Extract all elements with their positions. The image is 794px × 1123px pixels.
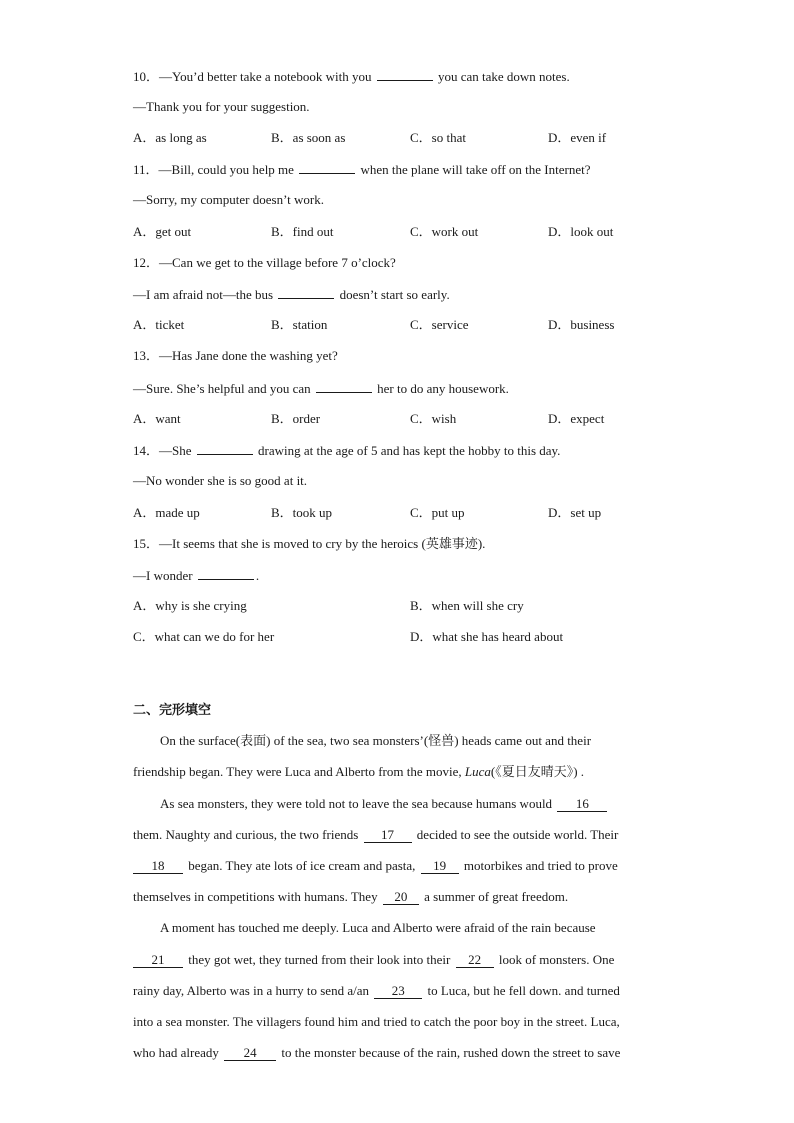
- reply-text: —I wonder: [133, 568, 193, 583]
- gap-19[interactable]: 19: [421, 859, 459, 874]
- passage-text: friendship began. They were Luca and Alberto from the movie,: [133, 764, 462, 779]
- question-number: 14．: [133, 443, 160, 458]
- option-a[interactable]: A．made up: [133, 505, 200, 520]
- option-b[interactable]: B．station: [271, 317, 328, 332]
- passage-text: As sea monsters, they were told not to leave the sea because humans would: [160, 796, 553, 811]
- question-14-reply: —No wonder she is so good at it.: [133, 473, 308, 488]
- option-a[interactable]: A．want: [133, 411, 181, 426]
- reply-text: her to do any housework.: [377, 381, 509, 396]
- passage-text: motorbikes and tried to prove: [463, 858, 618, 873]
- question-number: 15．: [133, 536, 160, 551]
- section-title: 二、完形填空: [133, 703, 212, 718]
- reply-text: —I am afraid not—the bus: [133, 287, 274, 302]
- question-12-reply: [133, 285, 673, 303]
- answer-blank[interactable]: [299, 160, 355, 174]
- gap-20[interactable]: 20: [383, 890, 419, 905]
- option-b[interactable]: B．order: [271, 411, 321, 426]
- question-number: 11．: [133, 162, 159, 177]
- answer-blank[interactable]: [198, 566, 254, 580]
- passage-text: (《夏日友晴天》) .: [490, 764, 585, 779]
- stem-text: —Bill, could you help me: [158, 162, 294, 177]
- question-15-options-row1: [133, 597, 673, 615]
- option-d[interactable]: D．even if: [548, 130, 607, 145]
- passage-text: rainy day, Alberto was in a hurry to send a/an: [133, 983, 369, 998]
- stem-text: when the plane will take off on the Internet?: [360, 162, 591, 177]
- question-15-stem: [133, 535, 673, 553]
- question-15-reply: [133, 566, 673, 584]
- reply-text: doesn’t start so early.: [339, 287, 450, 302]
- answer-blank[interactable]: [316, 379, 372, 393]
- question-number: 12．: [133, 255, 160, 270]
- option-d[interactable]: D．what she has heard about: [410, 629, 564, 644]
- passage-line: [133, 826, 673, 844]
- answer-blank[interactable]: [278, 285, 334, 299]
- question-13-options: [133, 410, 673, 428]
- question-11-options: [133, 223, 673, 241]
- passage-text: began. They ate lots of ice cream and pasta,: [188, 858, 416, 873]
- stem-text: —It seems that she is moved to cry by the heroics (英雄事迹).: [159, 536, 486, 551]
- passage-text: who had already: [133, 1045, 219, 1060]
- stem-text: drawing at the age of 5 and has kept the hobby to this day.: [258, 443, 561, 458]
- option-d[interactable]: D．set up: [548, 505, 602, 520]
- question-13-reply: [133, 379, 673, 397]
- reply-text: —Sure. She’s helpful and you can: [133, 381, 311, 396]
- gap-22[interactable]: 22: [456, 953, 494, 968]
- gap-21[interactable]: 21: [133, 953, 183, 968]
- option-a[interactable]: A．why is she crying: [133, 598, 247, 613]
- answer-blank[interactable]: [197, 441, 253, 455]
- passage-text: decided to see the outside world. Their: [416, 827, 619, 842]
- option-c[interactable]: C．service: [410, 317, 469, 332]
- passage-text: a summer of great freedom.: [424, 889, 569, 904]
- question-14-stem: [133, 441, 673, 459]
- question-11-reply: —Sorry, my computer doesn’t work.: [133, 192, 325, 207]
- option-d[interactable]: D．look out: [548, 224, 614, 239]
- passage-text: to the monster because of the rain, rushed down the street to save: [281, 1045, 621, 1060]
- option-b[interactable]: B．as soon as: [271, 130, 346, 145]
- stem-text: —Has Jane done the washing yet?: [159, 348, 338, 363]
- stem-text: you can take down notes.: [437, 69, 570, 84]
- question-14-options: [133, 504, 673, 522]
- passage-text: themselves in competitions with humans. They: [133, 889, 378, 904]
- option-c[interactable]: C．what can we do for her: [133, 629, 275, 644]
- answer-blank[interactable]: [377, 67, 433, 81]
- option-a[interactable]: A．as long as: [133, 130, 207, 145]
- passage-line: [133, 1044, 673, 1062]
- passage-line: into a sea monster. The villagers found him and tried to catch the poor boy in the street. Luca,: [133, 1014, 620, 1029]
- passage-line: [133, 888, 673, 906]
- option-b[interactable]: B．took up: [271, 505, 333, 520]
- question-15-options-row2: [133, 628, 673, 646]
- option-d[interactable]: D．business: [548, 317, 615, 332]
- passage-line: [133, 857, 673, 875]
- gap-18[interactable]: 18: [133, 859, 183, 874]
- passage-line: [133, 982, 673, 1000]
- passage-line: A moment has touched me deeply. Luca and Alberto were afraid of the rain because: [160, 920, 596, 935]
- option-d[interactable]: D．expect: [548, 411, 605, 426]
- stem-text: —You’d better take a notebook with you: [159, 69, 372, 84]
- question-number: 10．: [133, 69, 160, 84]
- question-13-stem: [133, 347, 673, 365]
- passage-text: look of monsters. One: [498, 952, 615, 967]
- question-12-options: [133, 316, 673, 334]
- question-number: 13．: [133, 348, 160, 363]
- option-b[interactable]: B．when will she cry: [410, 598, 524, 613]
- stem-text: —Can we get to the village before 7 o’clock?: [159, 255, 396, 270]
- option-c[interactable]: C．put up: [410, 505, 465, 520]
- passage-line: [133, 763, 673, 781]
- passage-text: them. Naughty and curious, the two friends: [133, 827, 359, 842]
- option-b[interactable]: B．find out: [271, 224, 334, 239]
- option-a[interactable]: A．get out: [133, 224, 192, 239]
- option-a[interactable]: A．ticket: [133, 317, 185, 332]
- passage-line: [160, 795, 680, 813]
- reply-text: .: [255, 568, 260, 583]
- passage-line: On the surface(表面) of the sea, two sea monsters’(怪兽) heads came out and their: [160, 733, 592, 748]
- question-10-reply: —Thank you for your suggestion.: [133, 99, 310, 114]
- gap-24[interactable]: 24: [224, 1046, 276, 1061]
- option-c[interactable]: C．so that: [410, 130, 466, 145]
- gap-23[interactable]: 23: [374, 984, 422, 999]
- passage-text: they got wet, they turned from their look into their: [188, 952, 451, 967]
- question-10-stem: [133, 67, 673, 85]
- passage-line: [133, 951, 673, 969]
- passage-text: to Luca, but he fell down. and turned: [427, 983, 620, 998]
- option-c[interactable]: C．work out: [410, 224, 479, 239]
- question-11-stem: [133, 160, 673, 178]
- question-10-options: [133, 129, 673, 147]
- gap-17[interactable]: 17: [364, 828, 412, 843]
- option-c[interactable]: C．wish: [410, 411, 457, 426]
- movie-title: Luca: [464, 764, 491, 779]
- question-12-stem: [133, 254, 673, 272]
- gap-16[interactable]: 16: [557, 797, 607, 812]
- stem-text: —She: [159, 443, 192, 458]
